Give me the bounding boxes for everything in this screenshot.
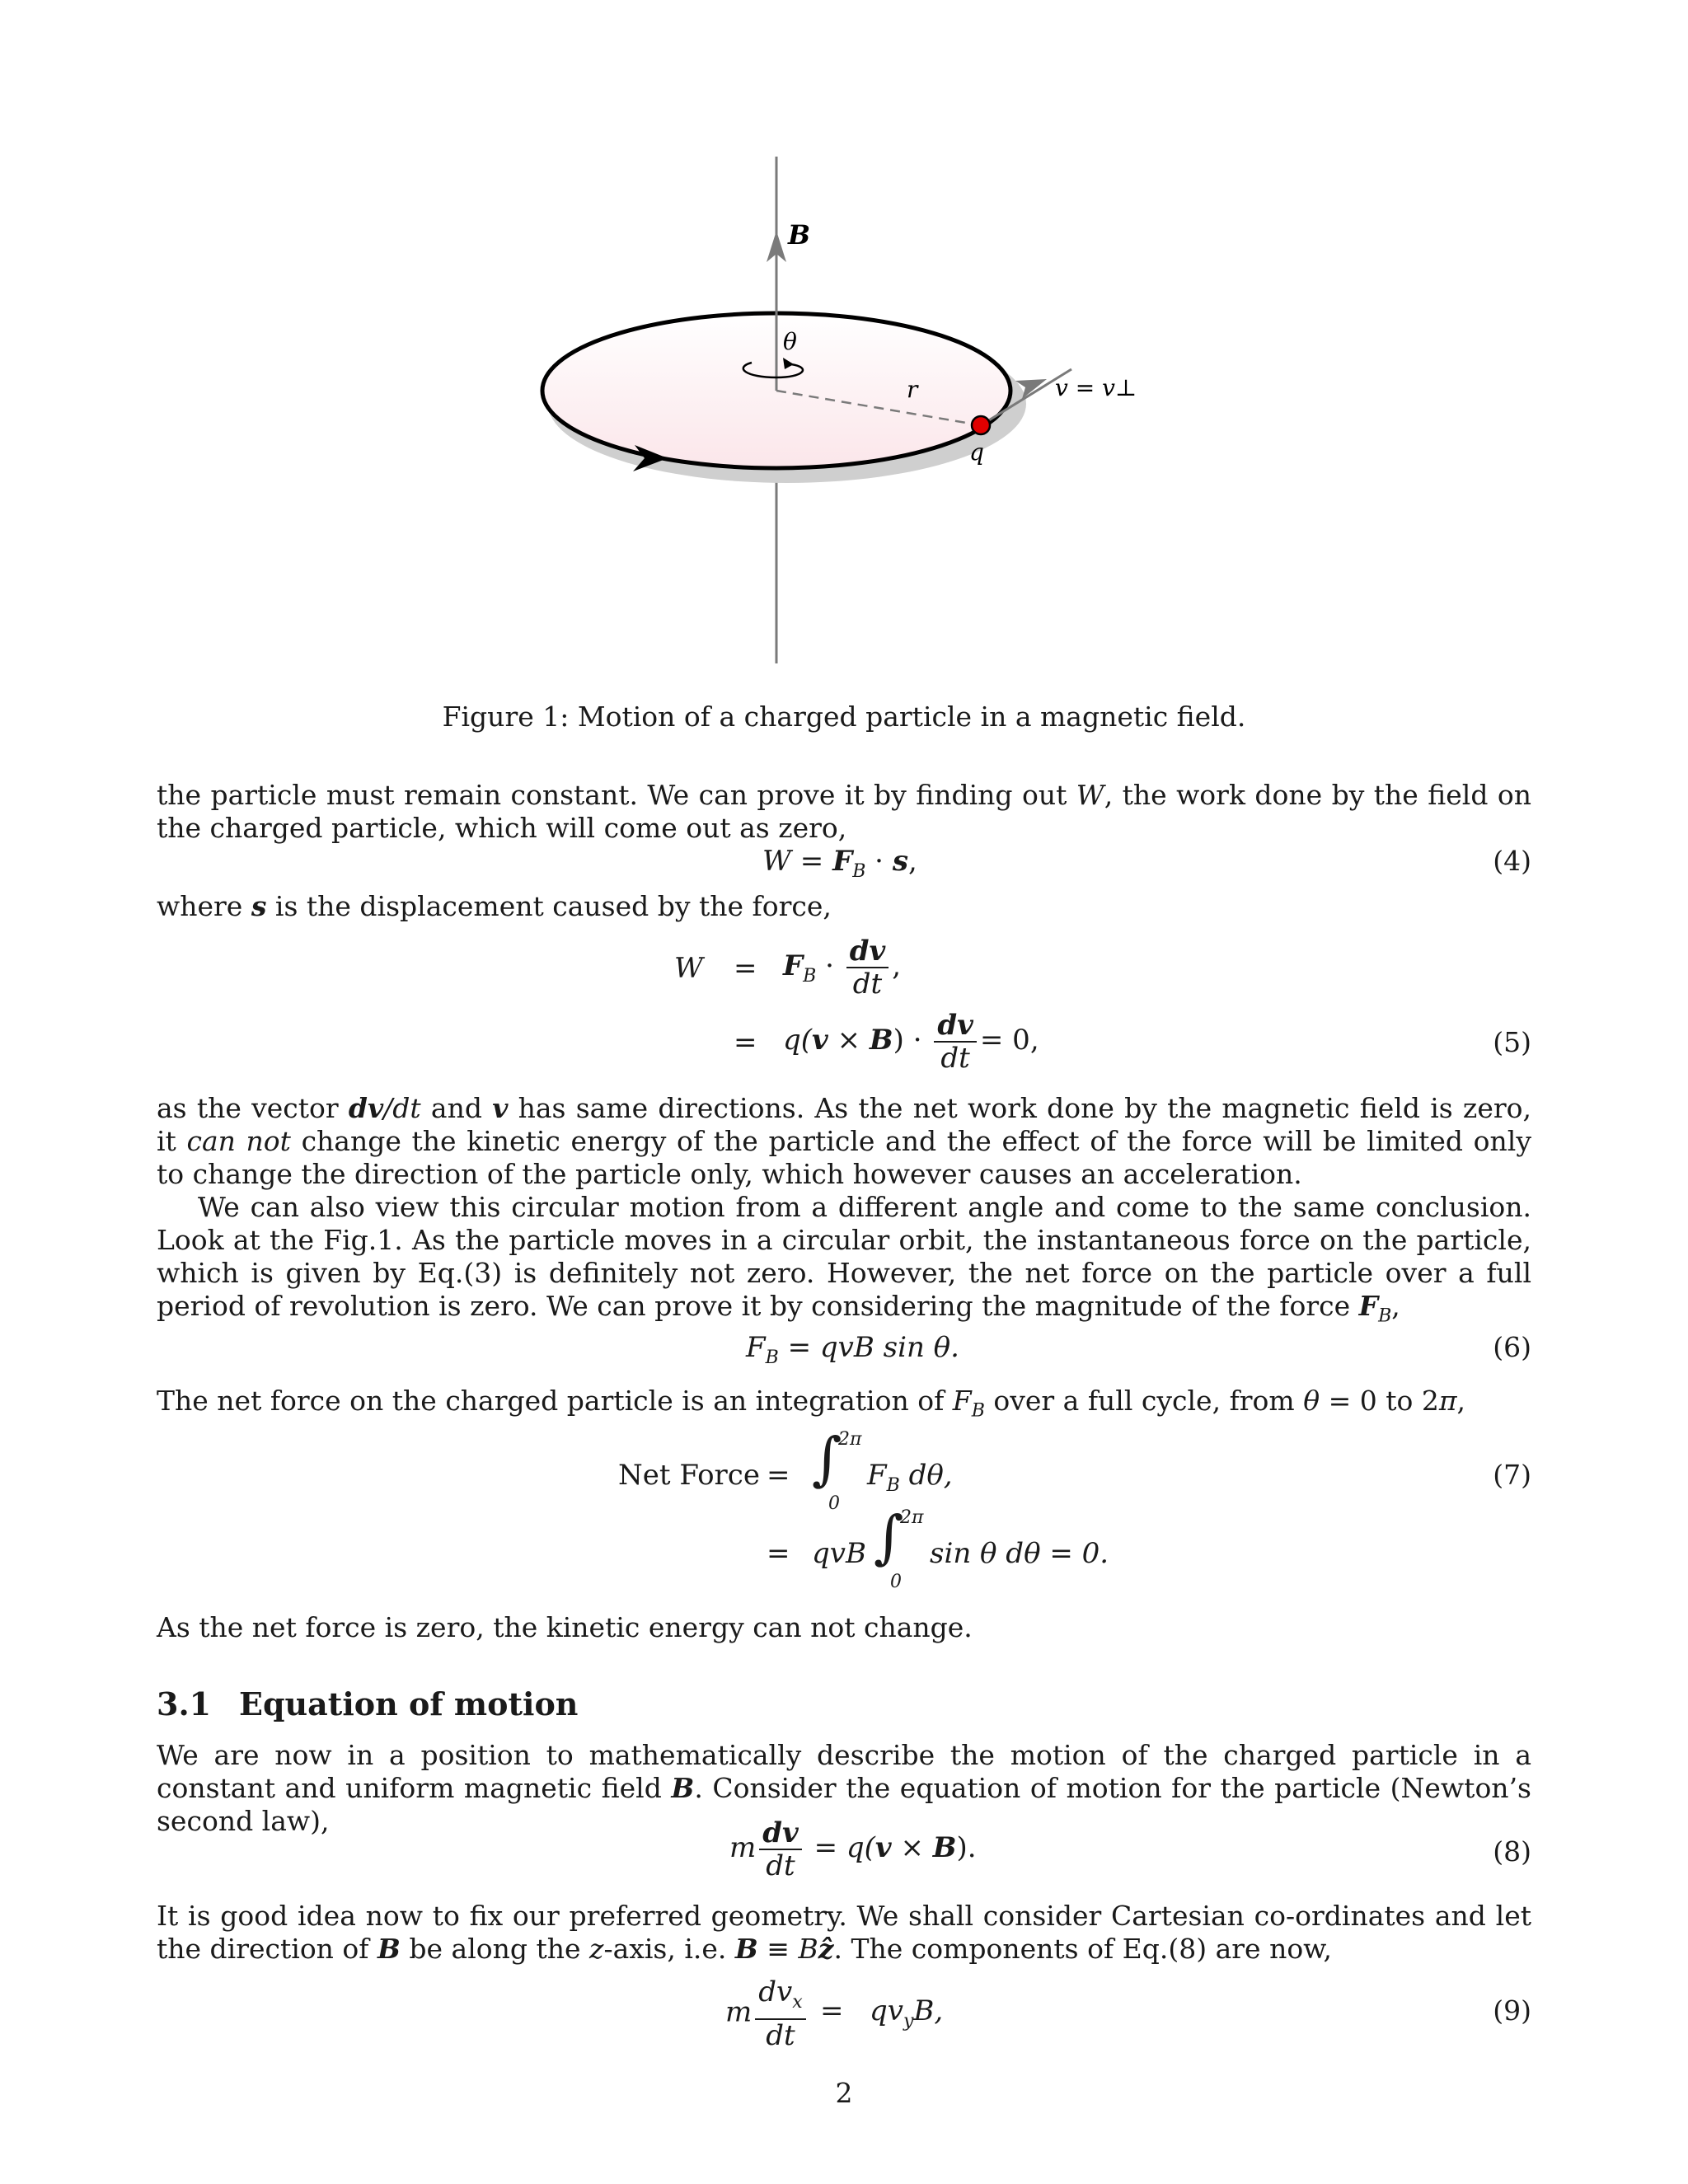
text: change the kinetic energy of the particle and the effect of the force will be limited only to change the direction of the particle only, which however causes an acceleration.: [157, 1125, 1531, 1190]
math-dt: /dt: [383, 1092, 421, 1124]
eq7-line1: [812, 1425, 862, 1514]
eq8-cross: ×: [891, 1831, 933, 1864]
section-number: 3.1: [157, 1685, 212, 1722]
math-s: s: [251, 890, 267, 922]
eq4-expr: [762, 845, 917, 882]
eq5-dt2: dt: [940, 1042, 970, 1075]
eq7-line2-rest: sin θ dθ = 0.: [930, 1537, 1109, 1570]
eq7-f: F: [867, 1459, 887, 1492]
eq9-number: (9): [1493, 1994, 1531, 2027]
integral-sign: ∫: [874, 1503, 904, 1571]
math-w: W: [1076, 779, 1104, 811]
eq6-expr: [746, 1331, 959, 1368]
text: ,: [1391, 1290, 1400, 1322]
eq5-f: F: [783, 949, 804, 982]
eq5-number: (5): [1493, 1026, 1531, 1058]
text: where: [157, 890, 251, 922]
eq9-num: [755, 1976, 805, 2020]
math-zhat: ẑ: [818, 1933, 834, 1965]
eq7-integrand: [867, 1459, 953, 1496]
paragraph-different-angle: [157, 1191, 1531, 1333]
eq4-number: (4): [1493, 845, 1531, 877]
text: We are now in a position to mathematically describe the motion of the charged particle in a constant and uniform magnetic field: [157, 1739, 1531, 1804]
paragraph-geometry: [157, 1900, 1531, 1966]
eq6-sub: B: [765, 1347, 779, 1368]
eq5-eq2: =: [734, 1026, 757, 1059]
eq8-m: m: [729, 1831, 757, 1864]
eq8-frac: [759, 1817, 802, 1882]
text: . The components of Eq.(8) are now,: [833, 1933, 1333, 1965]
equation-7: [157, 1425, 1531, 1599]
math-b: B: [671, 1772, 695, 1804]
eq5-cross: ×: [828, 1024, 870, 1057]
eq8-c: ).: [956, 1831, 977, 1864]
eq5-b: B: [869, 1024, 893, 1057]
eq4-sub: B: [852, 860, 866, 882]
math-v: v: [492, 1092, 509, 1124]
eq5-line1: [783, 935, 901, 1000]
eq4-end: ,: [907, 845, 917, 878]
eq6-rest: = qvB sin θ.: [778, 1331, 959, 1364]
text: ≡: [757, 1933, 799, 1965]
eq8-a: = q(: [804, 1831, 875, 1864]
eq5-frac1: [846, 935, 889, 1000]
eq8-v: v: [874, 1831, 892, 1864]
paragraph-kinetic: [157, 1092, 1531, 1191]
eq9-eq: =: [820, 1994, 844, 2027]
text: ,: [1456, 1385, 1466, 1417]
eq7-number: (7): [1493, 1459, 1531, 1491]
section-heading: [157, 1685, 578, 1722]
eq5-line2: [783, 1010, 1039, 1074]
math-theta: θ: [1303, 1385, 1320, 1417]
section-title: Equation of motion: [239, 1685, 579, 1722]
paragraph-displacement: [157, 890, 1531, 923]
eq5-dt: dt: [852, 968, 883, 1001]
eq9-b: B,: [913, 1994, 944, 2027]
eq9-qv: qv: [870, 1994, 903, 2027]
text: The net force on the charged particle is an integration of: [157, 1385, 953, 1417]
figure-caption: Figure 1: Motion of a charged particle in a magnetic field.: [442, 701, 1246, 733]
eq7-lhs: Net Force: [618, 1459, 760, 1492]
eq5-dv2: dv: [934, 1010, 977, 1043]
paragraph-net-force: [157, 1385, 1531, 1428]
math-f: F: [952, 1385, 972, 1417]
eq9-lhs: [725, 1976, 809, 2051]
text: be along the: [400, 1933, 590, 1965]
eq7-lower: 0: [828, 1493, 840, 1514]
eq4-lhs: W =: [762, 845, 833, 878]
eq7-upper2: 2π: [900, 1507, 924, 1528]
eq6-f: F: [746, 1331, 766, 1364]
math-b-scalar: B: [798, 1933, 818, 1965]
paragraph-conclusion: [157, 1611, 1531, 1644]
math-b: B: [377, 1933, 401, 1965]
text: It is good idea now to fix our preferred geometry. We shall consider Cartesian co-ordinates and let the direction of: [157, 1900, 1531, 1965]
page-number: 2: [835, 2077, 853, 2109]
text: as the vector: [157, 1092, 349, 1124]
eq5-end: = 0,: [979, 1024, 1039, 1057]
eq5-q: q(: [783, 1024, 813, 1057]
eq8-expr: [729, 1817, 977, 1882]
label-v: v = v⊥: [1055, 374, 1137, 401]
text: has same directions. As the net work done by the magnetic field is zero, it: [157, 1092, 1531, 1157]
eq5-close: ) ·: [893, 1024, 922, 1057]
eq4-f: F: [832, 845, 853, 878]
text: -axis, i.e.: [603, 1933, 735, 1965]
eq5-w: W: [674, 952, 703, 985]
label-b: B: [788, 219, 811, 251]
eq5-v: v: [812, 1024, 828, 1057]
eq5-frac2: [934, 1010, 977, 1074]
text: over a full cycle, from: [984, 1385, 1304, 1417]
text: As the net force is zero, the kinetic energy can not change.: [157, 1611, 973, 1643]
integral-sign: ∫: [812, 1425, 842, 1493]
figure-1: [0, 0, 1688, 692]
label-theta: θ: [783, 328, 797, 355]
eq7-dtheta: dθ,: [899, 1459, 953, 1492]
eq7-sub: B: [886, 1474, 900, 1496]
math-sub: B: [971, 1400, 985, 1422]
eq7-line2-integral: [874, 1503, 924, 1592]
math-f: F: [1358, 1290, 1379, 1322]
text: , the work done by the field on the charged particle, which will come out as zero,: [157, 779, 1531, 844]
eq9-dv: dv: [758, 1975, 793, 2008]
label-r: r: [907, 376, 918, 403]
eq8-dv: dv: [759, 1817, 802, 1850]
eq7-qvb: qvB: [812, 1537, 866, 1570]
eq7-eq2: =: [767, 1537, 790, 1570]
eq7-lower2: 0: [890, 1572, 902, 1592]
eq5-comma: ,: [892, 949, 902, 982]
equation-5: [157, 935, 1531, 1076]
text: is the displacement caused by the force,: [266, 890, 832, 922]
eq8-b: B: [932, 1831, 957, 1864]
text: We can also view this circular motion from a different angle and come to the same conclusion. Look at the Fig.1. As the particle moves in a circular orbit, the instantaneous force on the particle, which is given by Eq.(3) is definitely not zero. However, the net force on the particle over a full period of revolution is zero. We can prove it by considering the magnitude of the force: [157, 1191, 1531, 1322]
label-q: q: [969, 438, 984, 466]
eq6-number: (6): [1493, 1331, 1531, 1363]
eq9-m: m: [725, 1995, 753, 2029]
eq4-s: s: [892, 845, 908, 878]
math-b: B: [734, 1933, 758, 1965]
text: . Consider the equation of motion for the particle (Newton’s second law),: [157, 1772, 1531, 1837]
charge-particle: [972, 416, 990, 434]
eq9-rhs: [870, 1994, 943, 2032]
eq8-number: (8): [1493, 1835, 1531, 1868]
eq9-x: x: [792, 1991, 803, 2013]
math-dv: dv: [348, 1092, 384, 1124]
eq7-upper: 2π: [838, 1429, 862, 1450]
eq5-dot: ·: [816, 949, 834, 982]
eq8-dt: dt: [766, 1849, 795, 1882]
math-z: z: [589, 1933, 604, 1965]
text: the particle must remain constant. We can prove it by finding out: [157, 779, 1076, 811]
eq4-dot: ·: [865, 845, 893, 878]
math-pi: π: [1438, 1385, 1457, 1417]
paragraph-work-intro: [157, 779, 1531, 845]
text: and: [420, 1092, 493, 1124]
emph-can-not: can not: [186, 1125, 291, 1157]
eq5-eq1: =: [734, 952, 757, 985]
eq5-dv: dv: [846, 935, 889, 968]
eq9-dt: dt: [766, 2018, 795, 2052]
eq9-y: y: [903, 2010, 914, 2032]
eq7-eq1: =: [767, 1459, 790, 1492]
eq5-sub: B: [803, 965, 817, 987]
eq9-frac: [755, 1976, 805, 2051]
text: = 0 to 2: [1320, 1385, 1439, 1417]
math-sub: B: [1378, 1305, 1392, 1327]
